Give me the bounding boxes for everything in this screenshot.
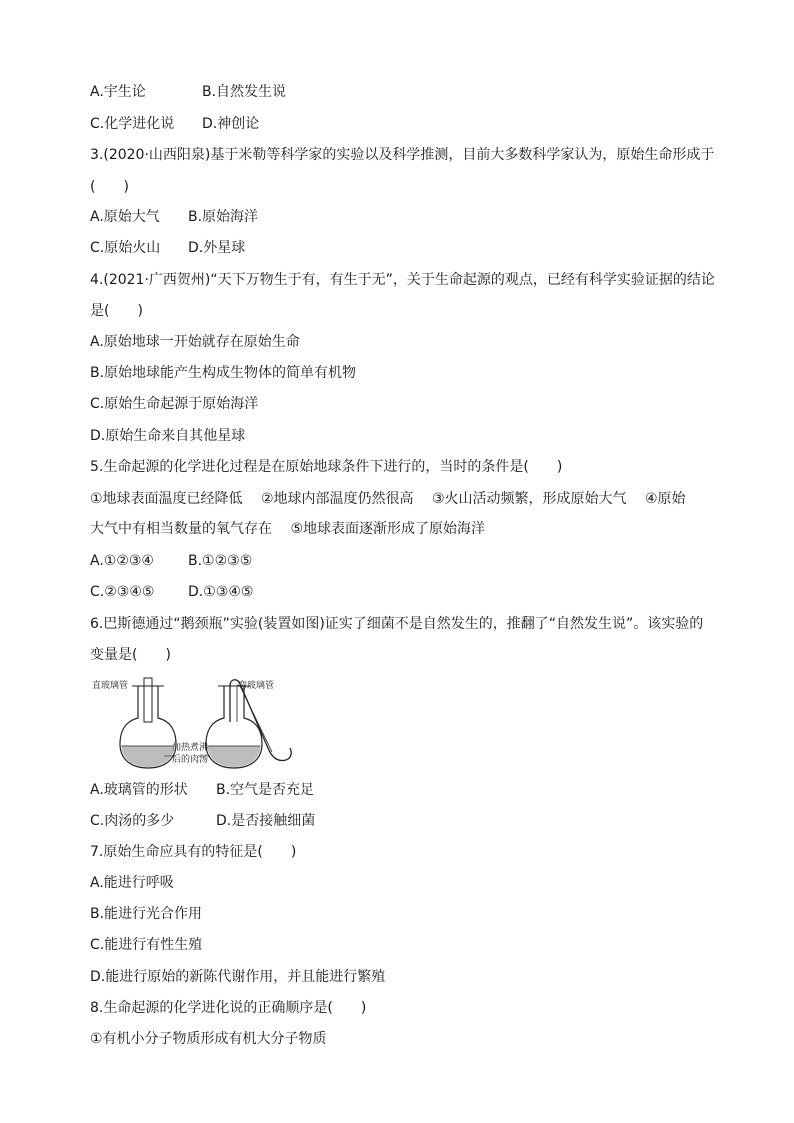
q6-stem-line2: 变量是( ) [90, 647, 171, 663]
q4-option-b: B.原始地球能产生构成生物体的简单有机物 [90, 365, 357, 381]
q4-option-d: D.原始生命来自其他星球 [90, 428, 246, 444]
swan-neck-flask [206, 680, 291, 768]
q4-stem-line1: 4.(2021·广西贺州)“天下万物生于有，有生于无”，关于生命起源的观点，已经有科学实验证据的结论 [90, 272, 715, 288]
q6-option-c: C.肉汤的多少 [90, 813, 175, 829]
q7-stem: 7.原始生命应具有的特征是( ) [90, 844, 297, 860]
swan-neck-flask-figure [92, 676, 312, 772]
q5-option-c: C.②③④⑤ [90, 584, 155, 600]
q3-option-d: D.外星球 [188, 240, 246, 256]
q3-stem-line2: ( ) [90, 179, 129, 195]
q6-stem-line1: 6.巴斯德通过“鹅颈瓶”实验(装置如图)证实了细菌不是自然发生的，推翻了“自然发生说”。该实验的 [90, 616, 704, 632]
q5-conditions-line2: 大气中有相当数量的氧气存在 ⑤地球表面逐渐形成了原始海洋 [90, 521, 485, 537]
label-straight-tube: 直玻璃管 [92, 681, 129, 691]
q7-option-c: C.能进行有性生殖 [90, 937, 203, 953]
label-broth-line1: 加热煮沸 [172, 743, 209, 753]
q4-stem-line2: 是( ) [90, 303, 143, 319]
label-broth-line2: 后的肉汤 [172, 755, 209, 765]
q2-option-b: B.自然发生说 [202, 84, 287, 100]
q2-option-a: A.宇生论 [90, 84, 146, 100]
q6-option-d: D.是否接触细菌 [216, 813, 316, 829]
q3-option-b: B.原始海洋 [188, 209, 259, 225]
q2-option-c: C.化学进化说 [90, 116, 175, 132]
q2-option-d: D.神创论 [202, 116, 260, 132]
q8-item-1: ①有机小分子物质形成有机大分子物质 [90, 1031, 327, 1047]
q6-option-a: A.玻璃管的形状 [90, 782, 188, 798]
q5-option-b: B.①②③⑤ [188, 553, 253, 569]
q5-conditions-line1: ①地球表面温度已经降低 ②地球内部温度仍然很高 ③火山活动频繁，形成原始大气 ④原始 [90, 491, 686, 507]
q8-stem: 8.生命起源的化学进化说的正确顺序是( ) [90, 1000, 367, 1016]
label-curved-tube: 弯玻璃管 [238, 681, 275, 691]
q7-option-a: A.能进行呼吸 [90, 875, 174, 891]
q5-option-d: D.①③④⑤ [188, 584, 254, 600]
q7-option-d: D.能进行原始的新陈代谢作用，并且能进行繁殖 [90, 969, 386, 985]
q5-stem: 5.生命起源的化学进化过程是在原始地球条件下进行的，当时的条件是( ) [90, 459, 563, 475]
q3-option-c: C.原始火山 [90, 240, 161, 256]
q6-option-b: B.空气是否充足 [216, 782, 315, 798]
straight-neck-flask [120, 678, 176, 768]
q4-option-c: C.原始生命起源于原始海洋 [90, 396, 259, 412]
q4-option-a: A.原始地球一开始就存在原始生命 [90, 334, 300, 350]
q3-option-a: A.原始大气 [90, 209, 160, 225]
q5-option-a: A.①②③④ [90, 553, 154, 569]
q3-stem-line1: 3.(2020·山西阳泉)基于米勒等科学家的实验以及科学推测，目前大多数科学家认为，原始生命形成于 [90, 147, 715, 163]
q7-option-b: B.能进行光合作用 [90, 906, 203, 922]
